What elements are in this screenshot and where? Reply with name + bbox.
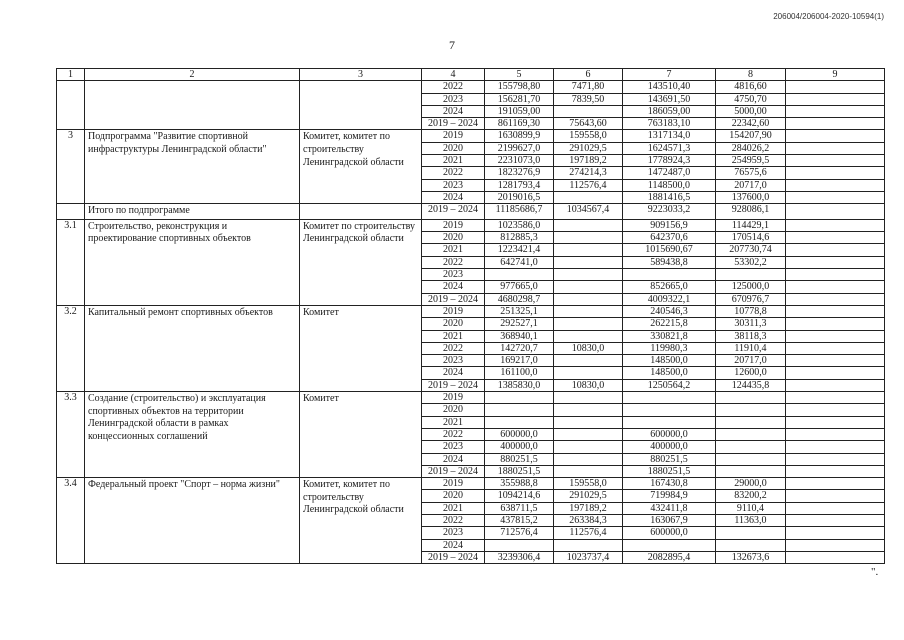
amount-cell: 161100,0	[485, 367, 554, 379]
amount-cell	[716, 527, 786, 539]
item-number: 3.4	[57, 478, 85, 564]
period-cell: 2019	[422, 219, 485, 231]
period-cell: 2023	[422, 269, 485, 281]
amount-cell: 291029,5	[554, 490, 623, 502]
amount-cell: 38118,3	[716, 330, 786, 342]
amount-cell: 143510,40	[623, 81, 716, 93]
amount-cell: 154207,90	[716, 130, 786, 142]
amount-cell: 53302,2	[716, 256, 786, 268]
amount-cell: 170514,6	[716, 232, 786, 244]
amount-cell: 2082895,4	[623, 551, 716, 563]
amount-cell: 1034567,4	[554, 204, 623, 220]
amount-cell	[786, 281, 885, 293]
amount-cell: 143691,50	[623, 93, 716, 105]
amount-cell	[485, 416, 554, 428]
amount-cell: 292527,1	[485, 318, 554, 330]
period-cell: 2019	[422, 130, 485, 142]
amount-cell: 1472487,0	[623, 167, 716, 179]
period-cell: 2023	[422, 179, 485, 191]
amount-cell: 437815,2	[485, 514, 554, 526]
amount-cell	[786, 81, 885, 93]
period-cell: 2021	[422, 330, 485, 342]
amount-cell: 2231073,0	[485, 155, 554, 167]
amount-cell: 10778,8	[716, 305, 786, 317]
item-name: Итого по подпрограмме	[85, 204, 300, 220]
amount-cell: 5000,00	[716, 105, 786, 117]
amount-cell	[786, 118, 885, 130]
period-cell: 2021	[422, 502, 485, 514]
amount-cell: 148500,0	[623, 367, 716, 379]
amount-cell: 10830,0	[554, 379, 623, 391]
amount-cell: 30311,3	[716, 318, 786, 330]
amount-cell: 240546,3	[623, 305, 716, 317]
amount-cell	[786, 256, 885, 268]
amount-cell: 1778924,3	[623, 155, 716, 167]
amount-cell: 9223033,2	[623, 204, 716, 220]
period-cell: 2023	[422, 441, 485, 453]
amount-cell: 148500,0	[623, 355, 716, 367]
amount-cell	[554, 191, 623, 203]
amount-cell	[786, 155, 885, 167]
item-name: Капитальный ремонт спортивных объектов	[85, 305, 300, 391]
period-cell: 2024	[422, 105, 485, 117]
amount-cell: 167430,8	[623, 478, 716, 490]
header-cell: 7	[623, 69, 716, 81]
amount-cell	[623, 539, 716, 551]
amount-cell: 20717,0	[716, 179, 786, 191]
item-number: 3.2	[57, 305, 85, 391]
amount-cell: 400000,0	[485, 441, 554, 453]
amount-cell: 9110,4	[716, 502, 786, 514]
amount-cell: 928086,1	[716, 204, 786, 220]
amount-cell	[623, 404, 716, 416]
amount-cell	[786, 105, 885, 117]
period-cell: 2024	[422, 367, 485, 379]
amount-cell: 254959,5	[716, 155, 786, 167]
amount-cell	[786, 404, 885, 416]
amount-cell	[786, 453, 885, 465]
amount-cell	[554, 416, 623, 428]
amount-cell: 20717,0	[716, 355, 786, 367]
amount-cell	[786, 342, 885, 354]
amount-cell	[554, 219, 623, 231]
period-cell: 2021	[422, 416, 485, 428]
amount-cell	[786, 490, 885, 502]
amount-cell	[716, 453, 786, 465]
amount-cell: 1281793,4	[485, 179, 554, 191]
amount-cell: 1317134,0	[623, 130, 716, 142]
item-number: 3.3	[57, 392, 85, 478]
period-cell: 2023	[422, 527, 485, 539]
amount-cell: 4009322,1	[623, 293, 716, 305]
header-cell: 2	[85, 69, 300, 81]
amount-cell	[786, 428, 885, 440]
amount-cell	[716, 269, 786, 281]
period-cell: 2022	[422, 342, 485, 354]
amount-cell	[786, 355, 885, 367]
amount-cell: 137600,0	[716, 191, 786, 203]
amount-cell: 1023586,0	[485, 219, 554, 231]
amount-cell	[786, 318, 885, 330]
amount-cell: 114429,1	[716, 219, 786, 231]
amount-cell	[485, 392, 554, 404]
amount-cell: 712576,4	[485, 527, 554, 539]
amount-cell: 1624571,3	[623, 142, 716, 154]
header-cell: 3	[300, 69, 422, 81]
item-name: Федеральный проект "Спорт – норма жизни"	[85, 478, 300, 564]
period-cell: 2020	[422, 232, 485, 244]
item-executor: Комитет по строительству Ленинградской области	[300, 219, 422, 305]
amount-cell	[786, 232, 885, 244]
period-cell: 2021	[422, 155, 485, 167]
amount-cell: 2199627,0	[485, 142, 554, 154]
amount-cell	[786, 330, 885, 342]
amount-cell: 1148500,0	[623, 179, 716, 191]
period-cell: 2019 – 2024	[422, 118, 485, 130]
amount-cell	[716, 539, 786, 551]
amount-cell: 163067,9	[623, 514, 716, 526]
amount-cell	[554, 269, 623, 281]
amount-cell: 4816,60	[716, 81, 786, 93]
amount-cell: 1880251,5	[485, 465, 554, 477]
amount-cell	[485, 404, 554, 416]
period-cell: 2019 – 2024	[422, 465, 485, 477]
header-cell: 4	[422, 69, 485, 81]
item-executor: Комитет, комитет по строительству Ленинградской области	[300, 478, 422, 564]
period-cell: 2023	[422, 355, 485, 367]
amount-cell	[716, 392, 786, 404]
amount-cell: 29000,0	[716, 478, 786, 490]
amount-cell	[786, 502, 885, 514]
amount-cell: 119980,3	[623, 342, 716, 354]
amount-cell	[786, 379, 885, 391]
header-cell: 5	[485, 69, 554, 81]
amount-cell: 191059,00	[485, 105, 554, 117]
amount-cell	[554, 318, 623, 330]
amount-cell	[554, 404, 623, 416]
item-name: Создание (строительство) и эксплуатация спортивных объектов на территории Ленинградской области в рамках концессионных соглашений	[85, 392, 300, 478]
period-cell: 2023	[422, 93, 485, 105]
table-body	[57, 69, 885, 564]
amount-cell	[786, 416, 885, 428]
amount-cell: 125000,0	[716, 281, 786, 293]
period-cell: 2021	[422, 244, 485, 256]
amount-cell: 83200,2	[716, 490, 786, 502]
amount-cell: 263384,3	[554, 514, 623, 526]
amount-cell: 75643,60	[554, 118, 623, 130]
amount-cell: 132673,6	[716, 551, 786, 563]
item-executor	[300, 204, 422, 220]
page-number: 7	[449, 38, 455, 52]
amount-cell	[554, 367, 623, 379]
amount-cell	[554, 256, 623, 268]
amount-cell	[623, 392, 716, 404]
amount-cell: 197189,2	[554, 155, 623, 167]
amount-cell	[554, 392, 623, 404]
amount-cell: 124435,8	[716, 379, 786, 391]
item-number	[57, 204, 85, 220]
budget-table	[56, 68, 885, 564]
item-executor: Комитет	[300, 305, 422, 391]
amount-cell	[786, 219, 885, 231]
amount-cell: 330821,8	[623, 330, 716, 342]
amount-cell: 76575,6	[716, 167, 786, 179]
amount-cell: 763183,10	[623, 118, 716, 130]
period-cell: 2022	[422, 81, 485, 93]
table-row	[57, 478, 885, 490]
amount-cell: 274214,3	[554, 167, 623, 179]
amount-cell: 4680298,7	[485, 293, 554, 305]
amount-cell: 1385830,0	[485, 379, 554, 391]
period-cell: 2019 – 2024	[422, 379, 485, 391]
amount-cell: 909156,9	[623, 219, 716, 231]
item-name: Подпрограмма "Развитие спортивной инфраструктуры Ленинградской области"	[85, 130, 300, 204]
amount-cell	[786, 93, 885, 105]
amount-cell: 169217,0	[485, 355, 554, 367]
amount-cell: 22342,60	[716, 118, 786, 130]
amount-cell	[716, 465, 786, 477]
table-row	[57, 305, 885, 317]
period-cell: 2024	[422, 191, 485, 203]
amount-cell: 262215,8	[623, 318, 716, 330]
closing-quote: ".	[871, 566, 879, 578]
period-cell: 2024	[422, 453, 485, 465]
amount-cell: 1881416,5	[623, 191, 716, 203]
document-id: 206004/206004-2020-10594(1)	[773, 12, 884, 21]
amount-cell: 1015690,67	[623, 244, 716, 256]
amount-cell	[786, 539, 885, 551]
amount-cell: 600000,0	[623, 428, 716, 440]
period-cell: 2020	[422, 404, 485, 416]
amount-cell	[554, 305, 623, 317]
period-cell: 2019 – 2024	[422, 204, 485, 220]
period-cell: 2022	[422, 256, 485, 268]
amount-cell	[716, 404, 786, 416]
table-row	[57, 392, 885, 404]
amount-cell: 159558,0	[554, 478, 623, 490]
amount-cell: 10830,0	[554, 342, 623, 354]
amount-cell: 355988,8	[485, 478, 554, 490]
amount-cell	[786, 465, 885, 477]
table-row	[57, 204, 885, 220]
amount-cell	[554, 465, 623, 477]
amount-cell	[786, 179, 885, 191]
amount-cell	[554, 293, 623, 305]
header-cell: 8	[716, 69, 786, 81]
amount-cell: 600000,0	[623, 527, 716, 539]
amount-cell: 638711,5	[485, 502, 554, 514]
amount-cell	[786, 367, 885, 379]
period-cell: 2022	[422, 514, 485, 526]
amount-cell: 719984,9	[623, 490, 716, 502]
item-number: 3.1	[57, 219, 85, 305]
amount-cell: 207730,74	[716, 244, 786, 256]
item-executor: Комитет	[300, 392, 422, 478]
amount-cell	[623, 269, 716, 281]
amount-cell	[554, 539, 623, 551]
period-cell: 2024	[422, 539, 485, 551]
amount-cell	[786, 191, 885, 203]
amount-cell: 291029,5	[554, 142, 623, 154]
period-cell: 2020	[422, 490, 485, 502]
header-cell: 6	[554, 69, 623, 81]
item-number	[57, 81, 85, 130]
amount-cell: 7839,50	[554, 93, 623, 105]
amount-cell: 11185686,7	[485, 204, 554, 220]
header-cell: 1	[57, 69, 85, 81]
table-header-row	[57, 69, 885, 81]
amount-cell: 7471,80	[554, 81, 623, 93]
amount-cell: 861169,30	[485, 118, 554, 130]
amount-cell: 12600,0	[716, 367, 786, 379]
period-cell: 2022	[422, 167, 485, 179]
amount-cell	[554, 453, 623, 465]
amount-cell	[554, 441, 623, 453]
amount-cell: 1094214,6	[485, 490, 554, 502]
amount-cell	[786, 167, 885, 179]
amount-cell	[786, 204, 885, 220]
amount-cell: 400000,0	[623, 441, 716, 453]
amount-cell: 159558,0	[554, 130, 623, 142]
amount-cell	[554, 355, 623, 367]
amount-cell	[554, 281, 623, 293]
amount-cell: 880251,5	[485, 453, 554, 465]
amount-cell: 880251,5	[623, 453, 716, 465]
amount-cell: 284026,2	[716, 142, 786, 154]
item-executor: Комитет, комитет по строительству Ленинградской области	[300, 130, 422, 204]
period-cell: 2020	[422, 318, 485, 330]
amount-cell: 1023737,4	[554, 551, 623, 563]
amount-cell	[485, 269, 554, 281]
amount-cell	[554, 105, 623, 117]
amount-cell: 1880251,5	[623, 465, 716, 477]
amount-cell	[623, 416, 716, 428]
amount-cell	[786, 142, 885, 154]
amount-cell	[716, 416, 786, 428]
amount-cell: 3239306,4	[485, 551, 554, 563]
item-number: 3	[57, 130, 85, 204]
amount-cell: 368940,1	[485, 330, 554, 342]
amount-cell: 977665,0	[485, 281, 554, 293]
amount-cell: 11363,0	[716, 514, 786, 526]
amount-cell: 589438,8	[623, 256, 716, 268]
amount-cell	[786, 551, 885, 563]
amount-cell: 600000,0	[485, 428, 554, 440]
amount-cell	[786, 293, 885, 305]
amount-cell: 112576,4	[554, 179, 623, 191]
item-name: Строительство, реконструкция и проектирование спортивных объектов	[85, 219, 300, 305]
amount-cell	[554, 428, 623, 440]
amount-cell	[786, 244, 885, 256]
amount-cell: 11910,4	[716, 342, 786, 354]
amount-cell: 155798,80	[485, 81, 554, 93]
period-cell: 2019	[422, 478, 485, 490]
amount-cell: 112576,4	[554, 527, 623, 539]
amount-cell: 197189,2	[554, 502, 623, 514]
amount-cell: 812885,3	[485, 232, 554, 244]
amount-cell	[716, 428, 786, 440]
amount-cell: 4750,70	[716, 93, 786, 105]
amount-cell	[786, 305, 885, 317]
amount-cell: 1823276,9	[485, 167, 554, 179]
amount-cell	[554, 232, 623, 244]
amount-cell: 432411,8	[623, 502, 716, 514]
amount-cell	[786, 269, 885, 281]
amount-cell	[786, 514, 885, 526]
period-cell: 2020	[422, 142, 485, 154]
amount-cell: 156281,70	[485, 93, 554, 105]
amount-cell	[786, 392, 885, 404]
amount-cell: 670976,7	[716, 293, 786, 305]
amount-cell	[716, 441, 786, 453]
amount-cell	[485, 539, 554, 551]
item-executor	[300, 81, 422, 130]
amount-cell: 1630899,9	[485, 130, 554, 142]
period-cell: 2019 – 2024	[422, 551, 485, 563]
table-row	[57, 130, 885, 142]
amount-cell	[786, 441, 885, 453]
table-row	[57, 219, 885, 231]
amount-cell	[786, 478, 885, 490]
period-cell: 2019	[422, 305, 485, 317]
amount-cell: 186059,00	[623, 105, 716, 117]
period-cell: 2019	[422, 392, 485, 404]
amount-cell: 852665,0	[623, 281, 716, 293]
amount-cell: 142720,7	[485, 342, 554, 354]
item-name	[85, 81, 300, 130]
amount-cell: 2019016,5	[485, 191, 554, 203]
table-row	[57, 81, 885, 93]
period-cell: 2022	[422, 428, 485, 440]
amount-cell	[554, 330, 623, 342]
amount-cell	[786, 527, 885, 539]
amount-cell: 642741,0	[485, 256, 554, 268]
amount-cell: 642370,6	[623, 232, 716, 244]
period-cell: 2024	[422, 281, 485, 293]
amount-cell: 1250564,2	[623, 379, 716, 391]
period-cell: 2019 – 2024	[422, 293, 485, 305]
amount-cell: 251325,1	[485, 305, 554, 317]
amount-cell: 1223421,4	[485, 244, 554, 256]
amount-cell	[554, 244, 623, 256]
amount-cell	[786, 130, 885, 142]
header-cell: 9	[786, 69, 885, 81]
